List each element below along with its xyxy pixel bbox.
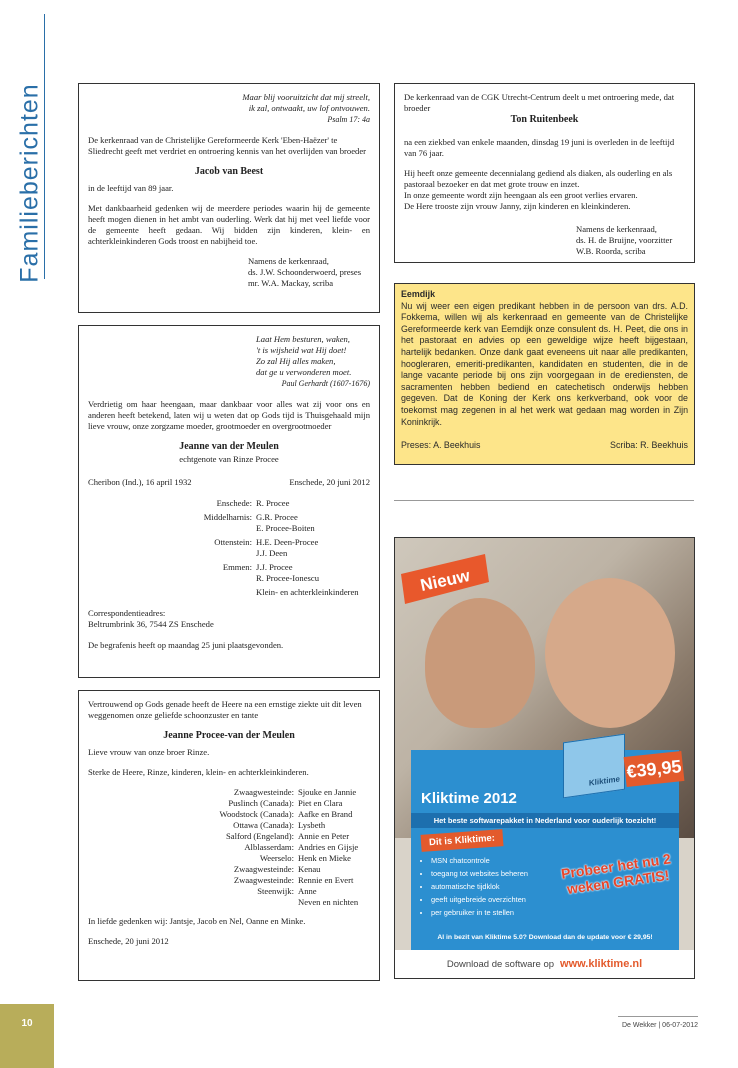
intro-text: De kerkenraad van de CGK Utrecht-Centrum deelt u met ontroering mede, dat broeder: [404, 92, 675, 113]
footer-divider: [618, 1016, 698, 1017]
p1: na een ziekbed van enkele maanden, dinsdag 19 juni is overleden in de leeftijd van 76 jaar.: [404, 137, 675, 158]
feature-item: • automatische tijdklok: [431, 880, 528, 893]
website-link[interactable]: www.kliktime.nl: [560, 958, 643, 970]
section-divider: [44, 14, 45, 279]
motto: Laat Hem besturen, waken, 't is wijsheid wat Hij doet! Zo zal Hij alles maken, dat ge u verwonderen moet. Paul Gerhardt (1607-1676): [256, 334, 370, 388]
feature-item: • MSN chatcontrole: [431, 854, 528, 867]
funeral-text: De begrafenis heeft op maandag 25 juni plaatsgevonden.: [88, 640, 284, 650]
intro-text: Verdrietig om haar heengaan, maar dankbaar voor alles wat zij voor ons en anderen heeft betekend, laten wij u weten dat op Gods tijd is Thuisgehaald mijn lieve vrouw, onze zorgzame moeder, grootmoeder en overgrootmoeder: [88, 399, 370, 431]
feature-item: • geeft uitgebreide overzichten: [431, 893, 528, 906]
memory-text: In liefde gedenken wij: Jantsje, Jacob en Nel, Oanne en Minke.: [88, 916, 306, 926]
signature: Namens de kerkenraad, ds. J.W. Schoonderwoerd, preses mr. W.A. Mackay, scriba: [248, 256, 362, 288]
relatives-list: Zwaagwesteinde: Sjouke en Jannie Puslinch (Canada): Piet en Clara Woodstock (Canada): Aafke en Brand Ottawa (Canada): Lysbeth Salford (Engeland): Annie en Peter Alblasserdam: Andries en Gijsje Weerselo: Henk en Mieke Zwaagwesteinde: Kenau Zwaagwesteinde: Rennie en Evert Steenwijk: Anne Neven en nichten: [219, 787, 359, 907]
intro-text: De kerkenraad van de Christelijke Gereformeerde Kerk 'Eben-Haëzer' te Sliedrecht geeft met verdriet en ontroering kennis van het overlijden van broeder: [88, 135, 367, 156]
product-title: Kliktime 2012: [421, 790, 517, 807]
nieuw-badge: [397, 550, 493, 608]
page-number: 10: [0, 1004, 54, 1068]
child-image: [425, 598, 535, 728]
download-text: Download de software op: [446, 958, 555, 970]
update-text: Al in bezit van Kliktime 5.0? Download dan de update voor € 29,95!: [437, 934, 653, 941]
price-badge: €39,95: [624, 751, 685, 787]
product-subtitle: Het beste softwarepakket in Nederland voor ouderlijk toezicht!: [411, 813, 679, 828]
obituary-jacob-van-beest: [78, 83, 380, 313]
eemdijk-notice: [394, 283, 695, 465]
spouse-text: echtgenote van Rinze Procee: [179, 454, 279, 464]
child-image: [545, 578, 675, 728]
software-box: Kliktime: [563, 734, 625, 799]
notice-title: Eemdijk: [401, 289, 436, 299]
line2: Sterke de Heere, Rinze, kinderen, klein- en achterkleinkinderen.: [88, 767, 309, 777]
promo-text: Probeer het nu 2 weken GRATIS!: [560, 850, 672, 898]
deceased-name: Ton Ruitenbeek: [510, 114, 579, 125]
nieuw-label: Nieuw: [418, 565, 472, 595]
separator: [394, 500, 694, 501]
signature: Namens de kerkenraad, ds. H. de Bruijne, voorzitter W.B. Roorda, scriba: [576, 224, 673, 256]
obituary-jeanne-procee: [78, 690, 380, 981]
notice-body: Nu wij weer een eigen predikant hebben in de persoon van drs. A.D. Fokkema, willen wij als kerkenraad en gemeente van de Christelijke Gereformeerde kerk van Eemdijk onze consulent ds. H. Peet, die ons in het pastoraat en advies op een geweldige wijze heeft bijgestaan, hartelijk bedanken. Onze dank gaat eveneens uit naar alle predikanten, hoogleraren, emeriti-predikanten, kandidaten en studenten, die in de lange vacante periode bij ons zijn voorgegaan in de erediensten, de sacramenten hebben bediend en catechetisch onderwijs hebben gegeven. Dat de Koning der Kerk ons kerkverband, ook voor de toekomst mag zegenen in al het werk wat gedaan mag worden in Zijn Koninkrijk.: [401, 300, 688, 427]
deceased-name: Jeanne van der Meulen: [179, 441, 279, 452]
address: Correspondentieadres: Beltrumbrink 36, 7544 ZS Enschede: [88, 608, 214, 629]
notice-signature: Preses: A. Beekhuis Scriba: R. Beekhuis: [401, 440, 688, 451]
section-title: Familieberichten: [15, 83, 44, 283]
date-text: Enschede, 20 juni 2012: [88, 936, 169, 946]
p2: Hij heeft onze gemeente decennialang gediend als diaken, als ouderling en als pastoraal bezoeker en dat met grote trouw en inzet. In onze gemeente wordt zijn heengaan als een groot verlies ervaren. De Here trooste zijn vrouw Janny, zijn kinderen en kleinkinderen.: [404, 168, 673, 211]
intro-text: Vertrouwend op Gods genade heeft de Heere na een ernstige ziekte uit dit leven weggenomen onze geliefde schoonzuster en tante: [88, 699, 362, 720]
age-text: in de leeftijd van 89 jaar.: [88, 183, 174, 193]
features-heading: Dit is Kliktime:: [421, 829, 504, 852]
obituary-jeanne-van-der-meulen: [78, 325, 380, 678]
feature-item: • per gebruiker in te stellen: [431, 906, 528, 919]
obituary-ton-ruitenbeek: [394, 83, 695, 263]
motto: Maar blij vooruitzicht dat mij streelt, ik zal, ontwaakt, uw lof ontvouwen. Psalm 17: 4a: [242, 92, 370, 124]
line1: Lieve vrouw van onze broer Rinze.: [88, 747, 210, 757]
body-text: Met dankbaarheid gedenken wij de meerdere periodes waarin hij de gemeente heeft mogen dienen in het ambt van ouderling. Werk dat hij met veel liefde voor de gemeente heeft gedaan. Wij bidden zijn kinderen, klein- en achterkleinkinderen Gods troost en nabijheid toe.: [88, 203, 370, 246]
feature-item: • toegang tot websites beheren: [431, 867, 528, 880]
feature-list: [421, 854, 528, 919]
deceased-name: Jacob van Beest: [194, 166, 264, 177]
dates: Cheribon (Ind.), 16 april 1932 Enschede, 20 juni 2012: [88, 477, 370, 487]
download-bar[interactable]: [395, 950, 694, 978]
deceased-name: Jeanne Procee-van der Meulen: [163, 730, 295, 741]
kliktime-advert[interactable]: [394, 537, 695, 979]
issue-footer: De Wekker | 06-07-2012: [621, 1022, 698, 1029]
relatives-list: Enschede: R. Procee Middelharnis: G.R. Procee E. Procee-Boiten Ottenstein: H.E. Deen-Procee J.J. Deen Emmen: J.J. Procee R. Procee-Ionescu Klein- en achterkleinkinderen: [203, 498, 359, 597]
